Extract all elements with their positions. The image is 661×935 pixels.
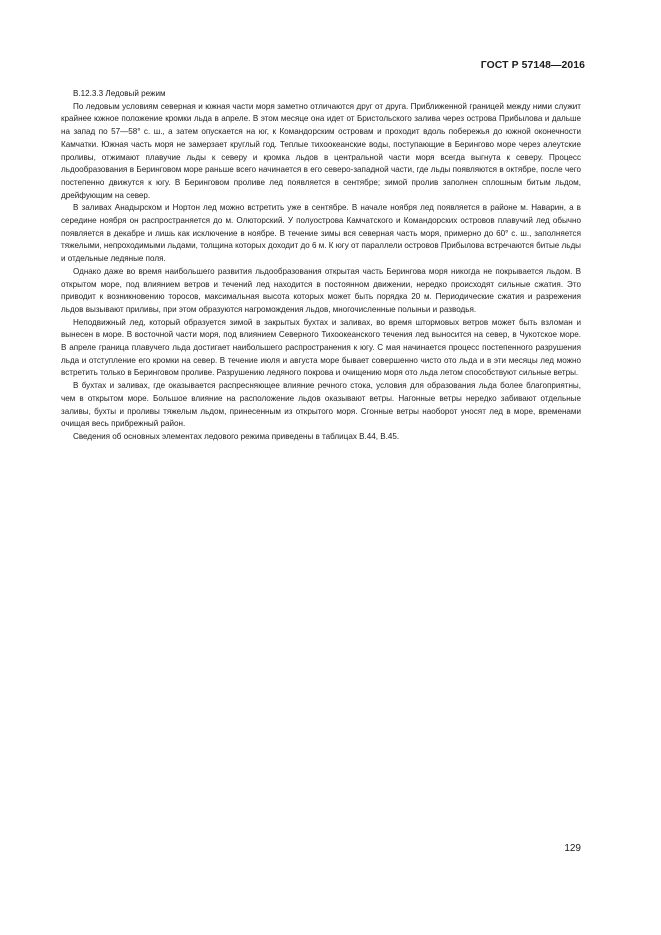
- section-heading: В.12.3.3 Ледовый режим: [73, 89, 166, 98]
- page-number: 129: [564, 843, 581, 854]
- paragraph-4: Неподвижный лед, который образуется зимой в закрытых бухтах и заливах, во время штормовых ветров может быть взломан и вынесен в море. В восточной части моря, под влиянием Северного Тихоокеанского течения лед выносится на север, в Чукотское море. В апреле граница плавучего льда достигает наибольшего распространения к югу. С мая начинается процесс постепенного разрушения льда и отступление его кромки на север. В течение июля и августа море бывает совершенно чисто ото льда и в эти месяцы лед можно встретить только в Беринговом проливе. Разрушению ледяного покрова и очищению моря ото льда летом способствуют сильные ветры.: [61, 317, 581, 378]
- paragraph-5: В бухтах и заливах, где оказывается распресняющее влияние речного стока, условия для образования льда более благоприятны, чем в открытом море. Большое влияние на расположение льдов оказывают ветры. Нагонные ветры нередко забивают отдельные заливы, бухты и проливы тяжелым льдом, принесенным из открытого моря. Сгонные ветры наоборот уносят лед в море, временами очищая весь прибрежный район.: [61, 381, 581, 429]
- document-id-header: ГОСТ Р 57148—2016: [480, 60, 585, 71]
- paragraph-2: В заливах Анадырском и Нортон лед можно встретить уже в сентябре. В начале ноября лед появляется в районе м. Наварин, а в середине ноября он распространяется до м. Олюторский. У полуострова Камчатского и Командорских островов плавучий лед обычно появляется в декабре и лишь как исключение в ноябре. В течение зимы вся северная часть моря, примерно до 60° с. ш., заполняется тяжелыми, непроходимыми льдами, толщина которых доходит до 6 м. К югу от параллели островов Прибылова встречаются битые льды и отдельные ледяные поля.: [61, 203, 581, 264]
- paragraph-1: По ледовым условиям северная и южная части моря заметно отличаются друг от друга. Приближенной границей между ними служит крайнее южное положение кромки льда в апреле. В этом месяце она идет от Бристольского залива через острова Прибылова и дальше на запад по 57—58° с. ш., а затем опускается на юг, к Командорским островам и проходит вдоль побережья до южной оконечности Камчатки. Южная часть моря не замерзает круглый год. Теплые тихоокеанские воды, поступающие в Берингово море через алеутские проливы, отжимают плавучие льды к северу и кромка льдов в центральной части моря всегда выгнута к северу. Процесс льдообразования в Беринговом море раньше всего начинается в его северо-западной части, где льды появляются в октябре, после чего постепенно движутся к югу. В Беринговом проливе лед появляется в сентябре; зимой пролив заполнен сплошным битым льдом, дрейфующим на север.: [61, 101, 581, 200]
- paragraph-3: Однако даже во время наибольшего развития льдообразования открытая часть Берингова моря никогда не покрывается льдом. В открытом море, под влиянием ветров и течений лед находится в постоянном движении, нередко происходят сильные сжатия. Это приводит к возникновению торосов, максимальная высота которых может быть порядка 20 м. Периодические сжатия и разрежения льдов вызывают приливы, при этом образуются нагромождения льдов, многочисленные полыньи и разводья.: [61, 266, 581, 314]
- paragraph-6: Сведения об основных элементах ледового режима приведены в таблицах В.44, В.45.: [73, 431, 400, 441]
- document-body: [61, 88, 581, 444]
